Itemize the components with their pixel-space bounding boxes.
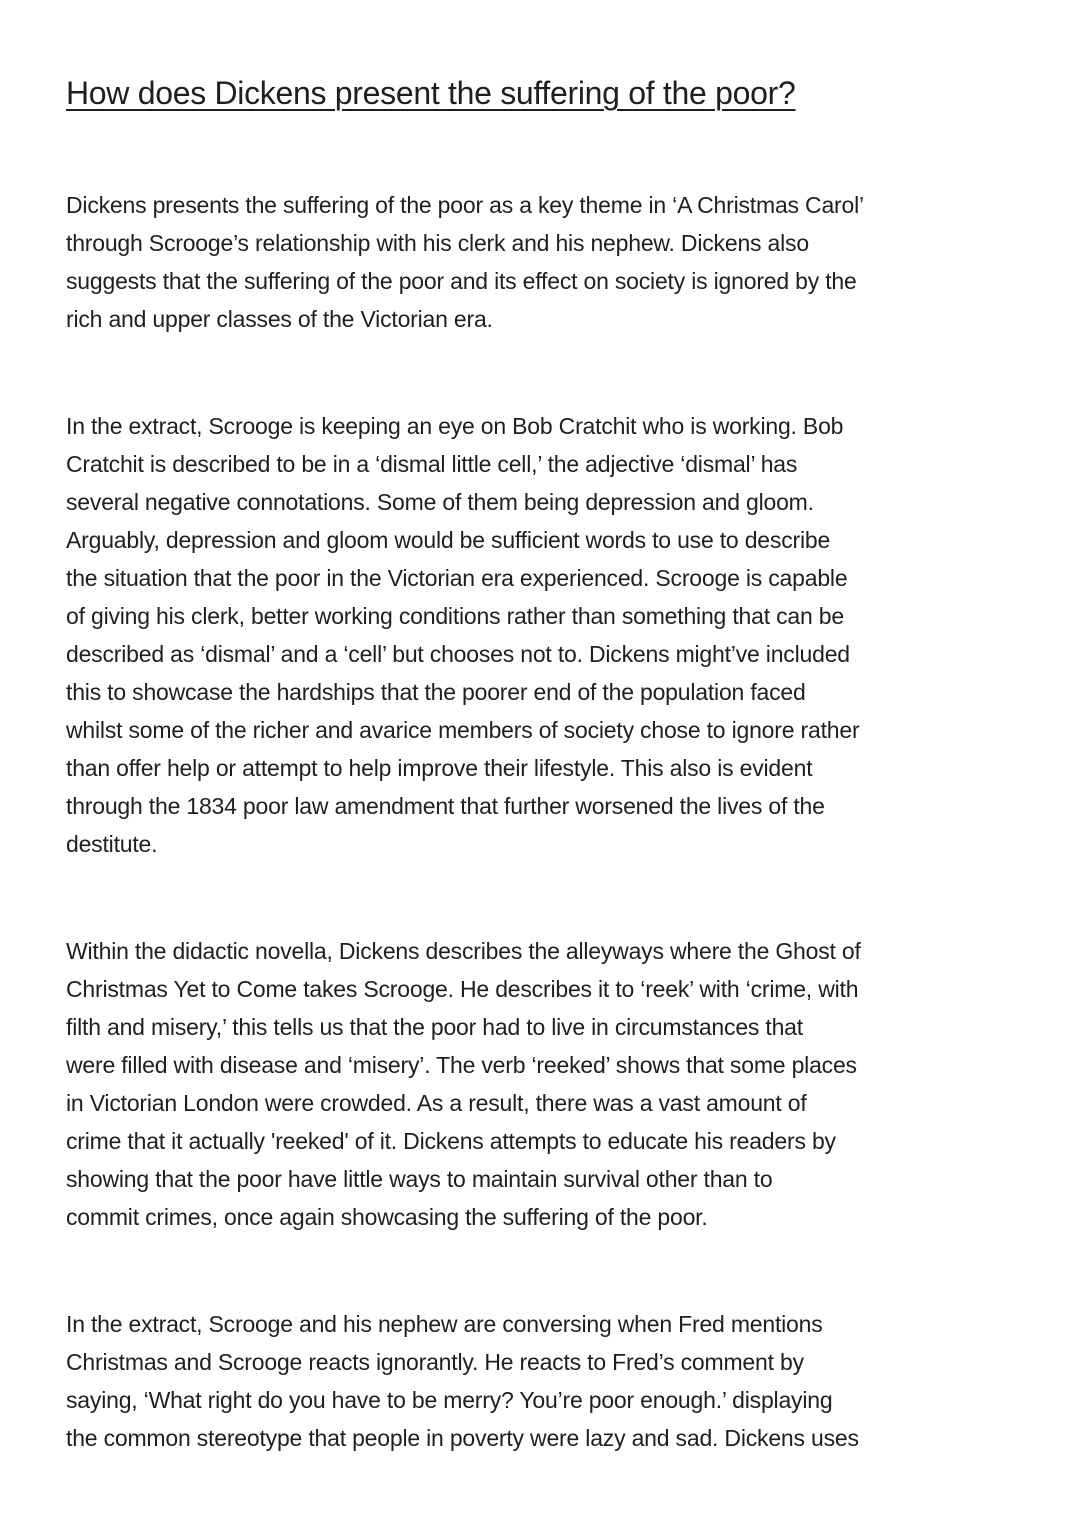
text-line: through Scrooge’s relationship with his clerk and his nephew. Dickens also xyxy=(66,230,809,256)
text-line: In the extract, Scrooge and his nephew are conversing when Fred mentions xyxy=(66,1311,823,1337)
text-line: In the extract, Scrooge is keeping an eye on Bob Cratchit who is working. Bob xyxy=(66,413,844,439)
text-line: through the 1834 poor law amendment that further worsened the lives of the xyxy=(66,793,825,819)
paragraph-1 xyxy=(66,186,1040,338)
document-body xyxy=(66,186,1040,1457)
paragraph-3 xyxy=(66,932,1040,1236)
text-line: of giving his clerk, better working conditions rather than something that can be xyxy=(66,603,844,629)
text-line: filth and misery,’ this tells us that the poor had to live in circumstances that xyxy=(66,1014,803,1040)
text-line: crime that it actually 'reeked' of it. Dickens attempts to educate his readers by xyxy=(66,1128,836,1154)
text-line: the common stereotype that people in poverty were lazy and sad. Dickens uses xyxy=(66,1425,859,1451)
text-line: whilst some of the richer and avarice members of society chose to ignore rather xyxy=(66,717,860,743)
text-line: rich and upper classes of the Victorian era. xyxy=(66,306,493,332)
document-title: How does Dickens present the suffering of the poor? xyxy=(66,75,796,111)
text-line: Arguably, depression and gloom would be sufficient words to use to describe xyxy=(66,527,831,553)
text-line: than offer help or attempt to help improve their lifestyle. This also is evident xyxy=(66,755,813,781)
text-line: the situation that the poor in the Victorian era experienced. Scrooge is capable xyxy=(66,565,848,591)
text-line: Cratchit is described to be in a ‘dismal little cell,’ the adjective ‘dismal’ has xyxy=(66,451,798,477)
text-line: Christmas and Scrooge reacts ignorantly. He reacts to Fred’s comment by xyxy=(66,1349,804,1375)
text-line: suggests that the suffering of the poor and its effect on society is ignored by the xyxy=(66,268,857,294)
text-line: Within the didactic novella, Dickens describes the alleyways where the Ghost of xyxy=(66,938,861,964)
text-line: described as ‘dismal’ and a ‘cell’ but chooses not to. Dickens might’ve included xyxy=(66,641,850,667)
text-line: were filled with disease and ‘misery’. The verb ‘reeked’ shows that some places xyxy=(66,1052,857,1078)
text-line: destitute. xyxy=(66,831,158,857)
paragraph-2 xyxy=(66,407,1040,863)
text-line: saying, ‘What right do you have to be merry? You’re poor enough.’ displaying xyxy=(66,1387,833,1413)
text-line: showing that the poor have little ways to maintain survival other than to xyxy=(66,1166,773,1192)
text-line: in Victorian London were crowded. As a result, there was a vast amount of xyxy=(66,1090,807,1116)
text-line: Dickens presents the suffering of the poor as a key theme in ‘A Christmas Carol’ xyxy=(66,192,864,218)
text-line: Christmas Yet to Come takes Scrooge. He describes it to ‘reek’ with ‘crime, with xyxy=(66,976,859,1002)
text-line: commit crimes, once again showcasing the suffering of the poor. xyxy=(66,1204,708,1230)
text-line: several negative connotations. Some of them being depression and gloom. xyxy=(66,489,814,515)
text-line: this to showcase the hardships that the poorer end of the population faced xyxy=(66,679,806,705)
paragraph-4 xyxy=(66,1305,1040,1457)
